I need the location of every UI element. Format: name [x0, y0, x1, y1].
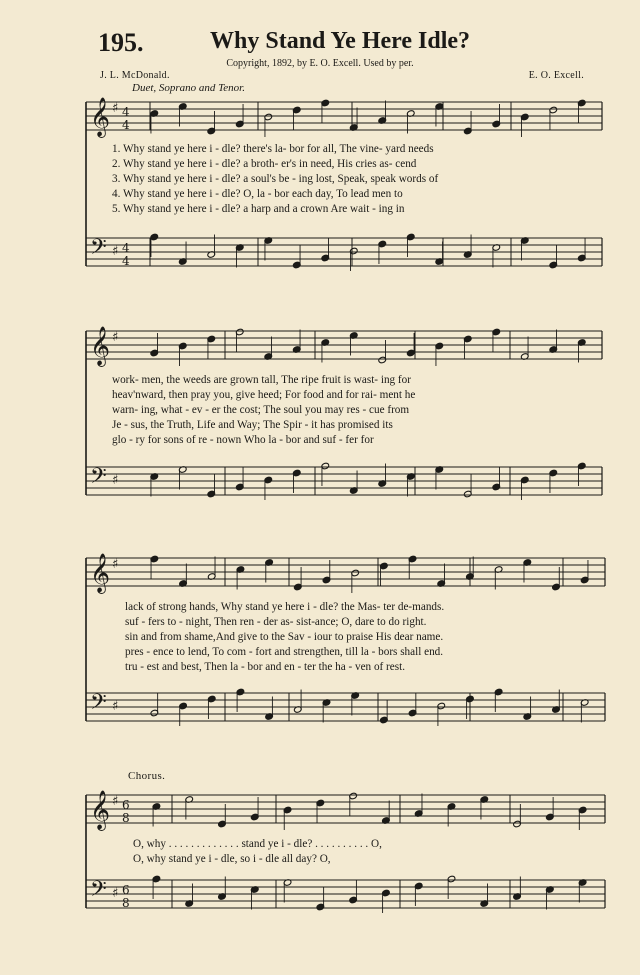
time-signature: 8	[122, 811, 130, 825]
key-signature: ♯	[112, 557, 119, 572]
time-signature: 4	[122, 105, 130, 119]
lyricist-credit: J. L. McDonald.	[100, 70, 170, 81]
lyric-line: 4. Why stand ye here i - dle? O, la - bor each day, To lead men to	[112, 188, 403, 200]
lyric-line: warn- ing, what - ev - er the cost; The soul you may res - cue from	[112, 404, 410, 416]
lyric-line: glo - ry for sons of re - nown Who la - bor and suf - fer for	[112, 434, 374, 446]
lyric-line: 3. Why stand ye here i - dle? a soul's be - ing lost, Speak, speak words of	[112, 173, 439, 185]
treble-clef: 𝄞	[90, 553, 111, 593]
key-signature: ♯	[112, 886, 119, 901]
key-signature: ♯	[112, 244, 119, 259]
lyric-line: O, why stand ye i - dle, so i - dle all day? O,	[133, 853, 331, 865]
treble-clef: 𝄞	[90, 326, 111, 366]
lyric-line: pres - ence to lend, To com - fort and strengthen, till la - bors shall end.	[125, 646, 444, 658]
hymn-title: Why Stand Ye Here Idle?	[210, 28, 471, 54]
chorus-label: Chorus.	[128, 770, 166, 782]
bass-clef: 𝄢	[90, 690, 107, 720]
bass-clef: 𝄢	[90, 877, 107, 907]
lyric-line: 2. Why stand ye here i - dle? a broth- er's in need, His cries as- cend	[112, 158, 417, 170]
lyrics-system-3	[125, 600, 600, 675]
bass-clef: 𝄢	[90, 235, 107, 265]
treble-clef: 𝄞	[90, 97, 111, 137]
key-signature: ♯	[112, 699, 119, 714]
lyric-line: work- men, the weeds are grown tall, The ripe fruit is wast- ing for	[112, 374, 411, 386]
copyright-notice: Copyright, 1892, by E. O. Excell. Used by per.	[226, 58, 414, 69]
lyric-line: tru - est and best, Then la - bor and en - ter the ha - ven of rest.	[125, 661, 406, 673]
lyrics-system-2	[112, 373, 592, 448]
lyrics-system-1	[112, 142, 592, 217]
lyric-line: Je - sus, the Truth, Life and Way; The Spir - it has promised its	[112, 419, 393, 431]
lyric-line: sin and from shame,And give to the Sav - iour to praise His dear name.	[125, 631, 444, 643]
time-signature: 4	[122, 254, 130, 268]
bass-clef: 𝄢	[90, 464, 107, 494]
key-signature: ♯	[112, 794, 119, 809]
treble-clef: 𝄞	[90, 790, 111, 830]
lyric-line: suf - fers to - night, Then ren - der as- sist-ance; O, dare to do right.	[125, 616, 427, 628]
time-signature: 6	[122, 883, 130, 897]
time-signature: 4	[122, 241, 130, 255]
hymn-number: 195.	[98, 28, 144, 57]
part-label: Duet, Soprano and Tenor.	[132, 82, 245, 94]
lyric-line: 1. Why stand ye here i - dle? there's la- bor for all, The vine- yard needs	[112, 143, 434, 155]
key-signature: ♯	[112, 101, 119, 116]
lyric-line: 5. Why stand ye here i - dle? a harp and a crown Are wait - ing in	[112, 203, 405, 215]
lyrics-chorus	[133, 837, 603, 867]
composer-credit: E. O. Excell.	[528, 70, 584, 81]
time-signature: 8	[122, 896, 130, 910]
lyric-line: heav'nward, then pray you, give heed; For food and for rai- ment he	[112, 389, 416, 401]
time-signature: 4	[122, 118, 130, 132]
lyric-line: O, why . . . . . . . . . . . . . stand ye i - dle? . . . . . . . . . . O,	[133, 838, 382, 850]
time-signature: 6	[122, 798, 130, 812]
lyric-line: lack of strong hands, Why stand ye here i - dle? the Mas- ter de-mands.	[125, 601, 445, 613]
key-signature: ♯	[112, 330, 119, 345]
key-signature: ♯	[112, 473, 119, 488]
